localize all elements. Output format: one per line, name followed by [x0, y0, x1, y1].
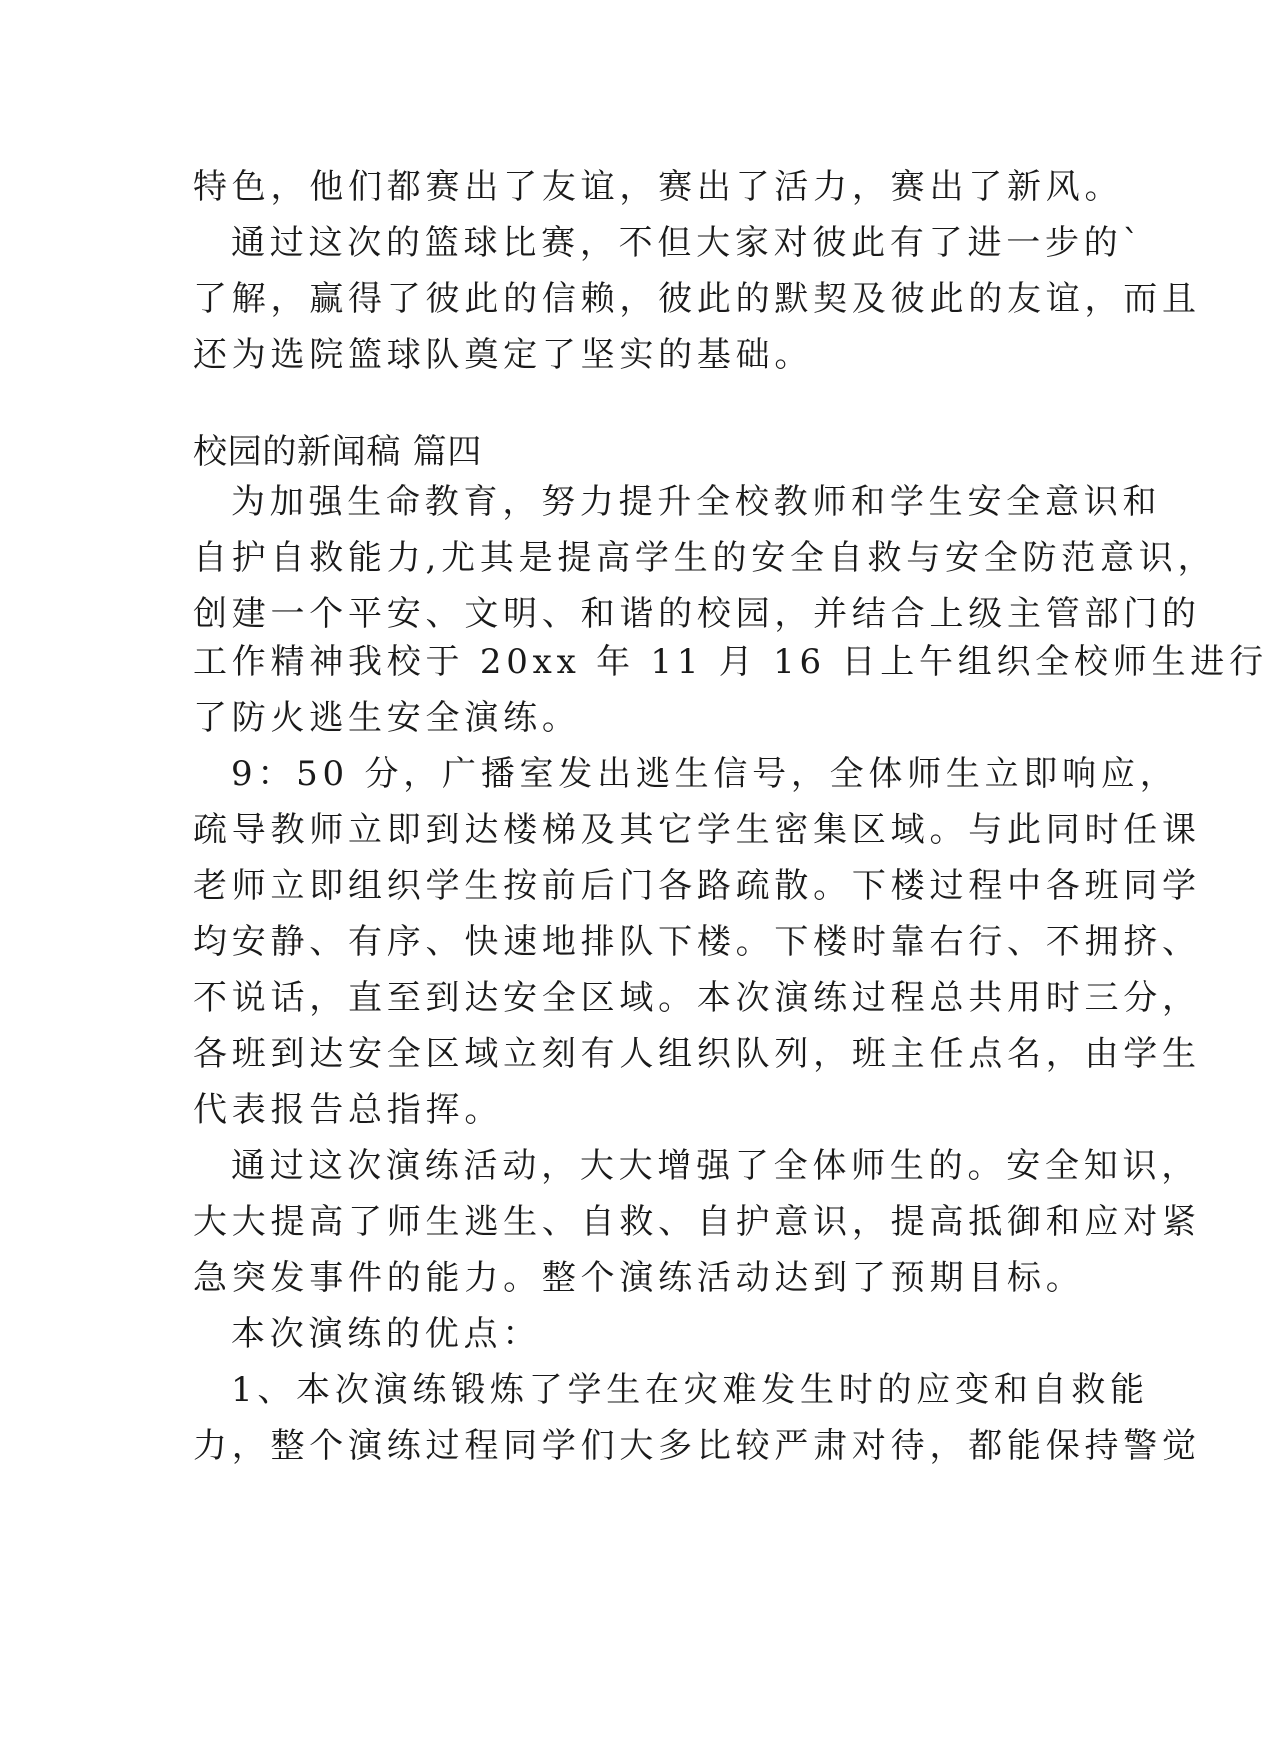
text-line: 工作精神我校于 20xx 年 11 月 16 日上午组织全校师生进行 [193, 642, 1268, 682]
text-line: 创建一个平安、文明、和谐的校园，并结合上级主管部门的 [193, 594, 1201, 634]
text-line: 了防火逃生安全演练。 [193, 698, 581, 738]
text-line: 还为选院篮球队奠定了坚实的基础。 [193, 335, 814, 375]
section-heading: 校园的新闻稿 篇四 [193, 432, 482, 472]
paragraph-first-line: 本次演练的优点： [231, 1314, 542, 1354]
text-line: 老师立即组织学生按前后门各路疏散。下楼过程中各班同学 [193, 866, 1201, 906]
text-line: 力，整个演练过程同学们大多比较严肃对待，都能保持警觉 [193, 1426, 1201, 1466]
paragraph-first-line: 通过这次的篮球比赛，不但大家对彼此有了进一步的` [231, 223, 1145, 263]
text-line: 了解，赢得了彼此的信赖，彼此的默契及彼此的友谊，而且 [193, 279, 1201, 319]
text-line: 大大提高了师生逃生、自救、自护意识，提高抵御和应对紧 [193, 1202, 1201, 1242]
paragraph-first-line: 为加强生命教育，努力提升全校教师和学生安全意识和 [231, 482, 1162, 522]
text-line: 自护自救能力,尤其是提高学生的安全自救与安全防范意识， [193, 538, 1217, 578]
text-line: 各班到达安全区域立刻有人组织队列，班主任点名，由学生 [193, 1034, 1201, 1074]
text-line: 急突发事件的能力。整个演练活动达到了预期目标。 [193, 1258, 1085, 1298]
text-line: 不说话，直至到达安全区域。本次演练过程总共用时三分， [193, 978, 1201, 1018]
paragraph-first-line: 9：50 分，广播室发出逃生信号，全体师生立即响应， [231, 754, 1179, 794]
text-line: 均安静、有序、快速地排队下楼。下楼时靠右行、不拥挤、 [193, 922, 1201, 962]
text-line: 疏导教师立即到达楼梯及其它学生密集区域。与此同时任课 [193, 810, 1201, 850]
paragraph-first-line: 1、本次演练锻炼了学生在灾难发生时的应变和自救能 [231, 1370, 1149, 1410]
paragraph-first-line: 通过这次演练活动，大大增强了全体师生的。安全知识， [231, 1146, 1200, 1186]
text-line: 特色，他们都赛出了友谊，赛出了活力，赛出了新风。 [193, 167, 1124, 207]
text-line: 代表报告总指挥。 [193, 1090, 504, 1130]
